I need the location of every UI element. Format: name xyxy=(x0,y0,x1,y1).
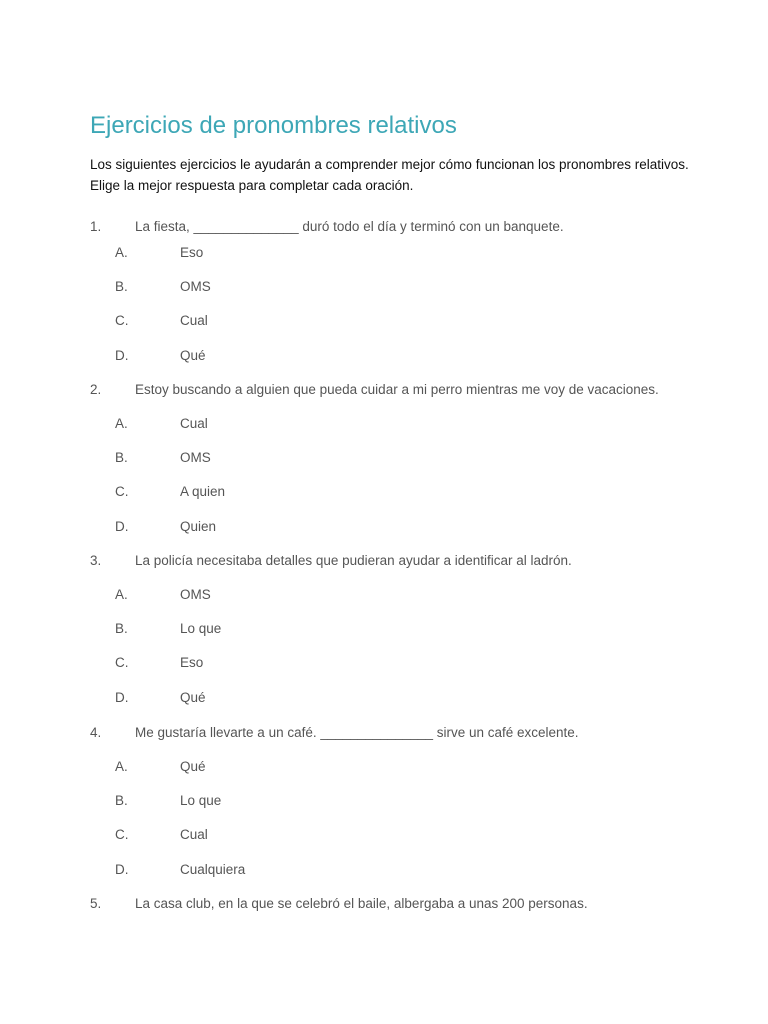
question-number: 4. xyxy=(90,725,102,740)
option-text: A quien xyxy=(180,484,226,499)
option-letter: D. xyxy=(115,690,129,705)
option-letter: A. xyxy=(115,416,128,431)
intro-line: Los siguientes ejercicios le ayudarán a comprender mejor cómo funcionan los pronombres relativos. xyxy=(90,157,689,172)
option-text: Quien xyxy=(180,519,217,534)
page-title: Ejercicios de pronombres relativos xyxy=(90,112,457,139)
option-text: Cual xyxy=(180,416,208,431)
option-text: Eso xyxy=(180,655,204,670)
question-text: Estoy buscando a alguien que pueda cuidar a mi perro mientras me voy de vacaciones. xyxy=(135,382,659,397)
option-letter: C. xyxy=(115,827,129,842)
question-text: La casa club, en la que se celebró el baile, albergaba a unas 200 personas. xyxy=(135,896,588,911)
option-text: Cualquiera xyxy=(180,862,246,877)
option-letter: D. xyxy=(115,348,129,363)
option-letter: B. xyxy=(115,793,128,808)
option-letter: D. xyxy=(115,519,129,534)
question-number: 2. xyxy=(90,382,102,397)
option-text: Lo que xyxy=(180,621,222,636)
option-text: OMS xyxy=(180,279,211,294)
option-letter: C. xyxy=(115,484,129,499)
intro-line: Elige la mejor respuesta para completar cada oración. xyxy=(90,178,414,193)
option-text: Qué xyxy=(180,690,206,705)
option-letter: A. xyxy=(115,759,128,774)
option-text: Eso xyxy=(180,245,204,260)
option-text: Qué xyxy=(180,348,206,363)
option-letter: D. xyxy=(115,862,129,877)
question-number: 1. xyxy=(90,219,102,234)
option-text: OMS xyxy=(180,587,211,602)
option-text: Cual xyxy=(180,827,208,842)
option-letter: A. xyxy=(115,587,128,602)
option-letter: C. xyxy=(115,313,129,328)
question-text: La policía necesitaba detalles que pudieran ayudar a identificar al ladrón. xyxy=(135,553,572,568)
option-letter: B. xyxy=(115,279,128,294)
option-letter: A. xyxy=(115,245,128,260)
question-number: 5. xyxy=(90,896,102,911)
option-text: Lo que xyxy=(180,793,222,808)
option-letter: B. xyxy=(115,621,128,636)
question-number: 3. xyxy=(90,553,102,568)
option-text: Qué xyxy=(180,759,206,774)
question-text: La fiesta, ______________ duró todo el día y terminó con un banquete. xyxy=(135,219,564,234)
option-letter: B. xyxy=(115,450,128,465)
option-text: OMS xyxy=(180,450,211,465)
option-text: Cual xyxy=(180,313,208,328)
option-letter: C. xyxy=(115,655,129,670)
intro-paragraph xyxy=(90,154,710,196)
question-text: Me gustaría llevarte a un café. _______________ sirve un café excelente. xyxy=(135,725,579,740)
